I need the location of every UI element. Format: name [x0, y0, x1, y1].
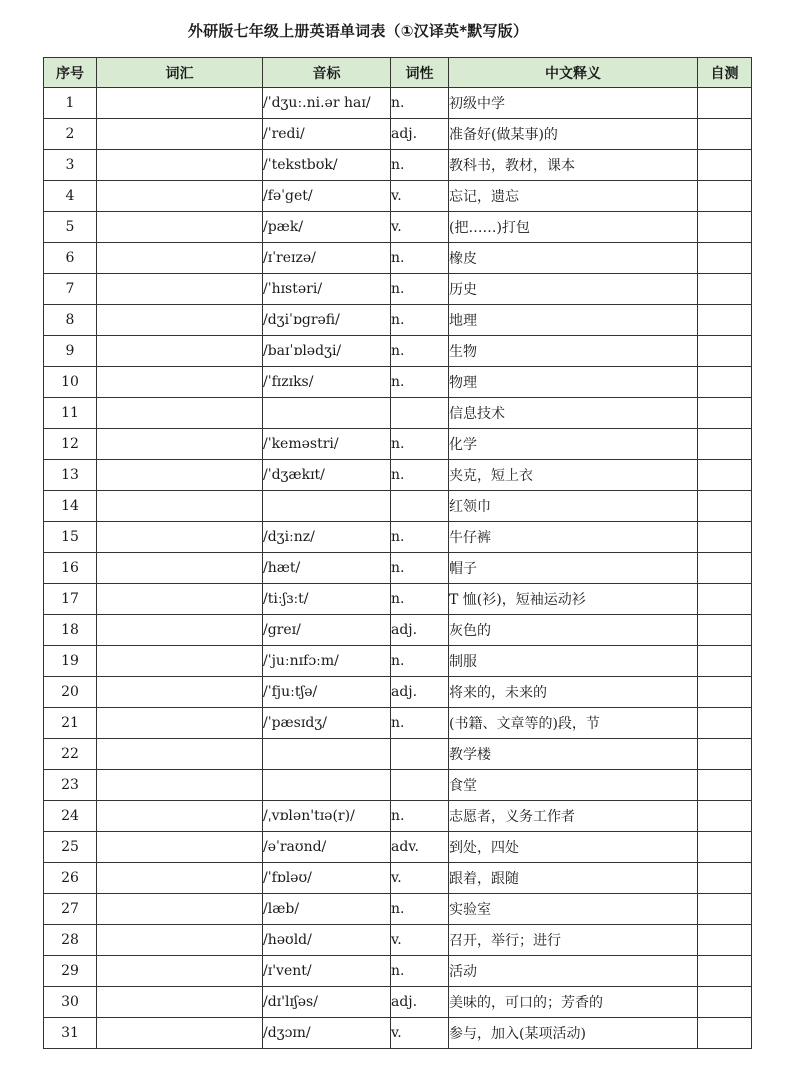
- chinese-meaning-cell: 帽子: [449, 553, 698, 584]
- chinese-meaning-cell: 活动: [449, 956, 698, 987]
- table-row: [44, 274, 752, 305]
- table-row: [44, 584, 752, 615]
- chinese-meaning-cell: 地理: [449, 305, 698, 336]
- word-answer-cell[interactable]: [97, 646, 263, 677]
- row-number: 10: [44, 367, 97, 398]
- row-number: 19: [44, 646, 97, 677]
- word-answer-cell[interactable]: [97, 398, 263, 429]
- chinese-meaning-cell: 制服: [449, 646, 698, 677]
- self-test-cell[interactable]: [698, 739, 752, 770]
- chinese-meaning-cell: 生物: [449, 336, 698, 367]
- table-row: [44, 925, 752, 956]
- self-test-cell[interactable]: [698, 460, 752, 491]
- self-test-cell[interactable]: [698, 305, 752, 336]
- phonetic-cell: /ˈhɪstəri/: [263, 274, 391, 305]
- row-number: 22: [44, 739, 97, 770]
- row-number: 24: [44, 801, 97, 832]
- row-number: 27: [44, 894, 97, 925]
- chinese-meaning-cell: 初级中学: [449, 88, 698, 119]
- part-of-speech-cell: n.: [391, 460, 449, 491]
- self-test-cell[interactable]: [698, 88, 752, 119]
- row-number: 4: [44, 181, 97, 212]
- row-number: 15: [44, 522, 97, 553]
- table-row: [44, 646, 752, 677]
- row-number: 11: [44, 398, 97, 429]
- self-test-cell[interactable]: [698, 367, 752, 398]
- part-of-speech-cell: adj.: [391, 987, 449, 1018]
- word-answer-cell[interactable]: [97, 677, 263, 708]
- chinese-meaning-cell: 灰色的: [449, 615, 698, 646]
- chinese-meaning-cell: T 恤(衫)，短袖运动衫: [449, 584, 698, 615]
- chinese-meaning-cell: 夹克，短上衣: [449, 460, 698, 491]
- part-of-speech-cell: [391, 739, 449, 770]
- phonetic-cell: /ɪˈreɪzə/: [263, 243, 391, 274]
- word-answer-cell[interactable]: [97, 553, 263, 584]
- part-of-speech-cell: n.: [391, 553, 449, 584]
- part-of-speech-cell: n.: [391, 243, 449, 274]
- self-test-cell[interactable]: [698, 677, 752, 708]
- part-of-speech-cell: n.: [391, 367, 449, 398]
- row-number: 18: [44, 615, 97, 646]
- part-of-speech-cell: v.: [391, 863, 449, 894]
- part-of-speech-cell: v.: [391, 1018, 449, 1049]
- part-of-speech-cell: adv.: [391, 832, 449, 863]
- self-test-cell[interactable]: [698, 925, 752, 956]
- phonetic-cell: /dʒiˈɒgrəfi/: [263, 305, 391, 336]
- row-number: 1: [44, 88, 97, 119]
- part-of-speech-cell: v.: [391, 181, 449, 212]
- page-title: 外研版七年级上册英语单词表（①汉译英*默写版）: [187, 22, 529, 40]
- self-test-cell[interactable]: [698, 832, 752, 863]
- header-number: 序号: [44, 58, 97, 88]
- header-part-of-speech: 词性: [391, 58, 449, 88]
- word-answer-cell[interactable]: [97, 987, 263, 1018]
- row-number: 26: [44, 863, 97, 894]
- phonetic-cell: /tiːʃɜːt/: [263, 584, 391, 615]
- table-row: [44, 677, 752, 708]
- row-number: 9: [44, 336, 97, 367]
- part-of-speech-cell: n.: [391, 88, 449, 119]
- phonetic-cell: /ˈkeməstri/: [263, 429, 391, 460]
- table-row: [44, 460, 752, 491]
- word-answer-cell[interactable]: [97, 150, 263, 181]
- row-number: 17: [44, 584, 97, 615]
- part-of-speech-cell: n.: [391, 336, 449, 367]
- header-phonetic: 音标: [263, 58, 391, 88]
- phonetic-cell: /ˈpæsɪdʒ/: [263, 708, 391, 739]
- chinese-meaning-cell: (把……)打包: [449, 212, 698, 243]
- chinese-meaning-cell: 教学楼: [449, 739, 698, 770]
- word-answer-cell[interactable]: [97, 615, 263, 646]
- self-test-cell[interactable]: [698, 553, 752, 584]
- row-number: 21: [44, 708, 97, 739]
- self-test-cell[interactable]: [698, 801, 752, 832]
- part-of-speech-cell: n.: [391, 894, 449, 925]
- self-test-cell[interactable]: [698, 522, 752, 553]
- chinese-meaning-cell: 召开，举行；进行: [449, 925, 698, 956]
- self-test-cell[interactable]: [698, 181, 752, 212]
- table-row: [44, 429, 752, 460]
- table-row: [44, 398, 752, 429]
- phonetic-cell: /həʊld/: [263, 925, 391, 956]
- chinese-meaning-cell: 食堂: [449, 770, 698, 801]
- word-answer-cell[interactable]: [97, 119, 263, 150]
- part-of-speech-cell: n.: [391, 646, 449, 677]
- chinese-meaning-cell: 物理: [449, 367, 698, 398]
- part-of-speech-cell: n.: [391, 522, 449, 553]
- phonetic-cell: /əˈraʊnd/: [263, 832, 391, 863]
- phonetic-cell: /ˈtekstbʊk/: [263, 150, 391, 181]
- self-test-cell[interactable]: [698, 243, 752, 274]
- word-answer-cell[interactable]: [97, 801, 263, 832]
- phonetic-cell: /ˈredi/: [263, 119, 391, 150]
- part-of-speech-cell: adj.: [391, 119, 449, 150]
- phonetic-cell: /ˈfɒləʊ/: [263, 863, 391, 894]
- vocabulary-table: [43, 57, 752, 1049]
- part-of-speech-cell: n.: [391, 956, 449, 987]
- phonetic-cell: /greɪ/: [263, 615, 391, 646]
- word-answer-cell[interactable]: [97, 274, 263, 305]
- phonetic-cell: /baɪˈɒlədʒi/: [263, 336, 391, 367]
- chinese-meaning-cell: 美味的，可口的；芳香的: [449, 987, 698, 1018]
- chinese-meaning-cell: 到处，四处: [449, 832, 698, 863]
- part-of-speech-cell: n.: [391, 429, 449, 460]
- part-of-speech-cell: [391, 770, 449, 801]
- self-test-cell[interactable]: [698, 615, 752, 646]
- table-row: [44, 1018, 752, 1049]
- self-test-cell[interactable]: [698, 987, 752, 1018]
- header-self-test: 自测: [698, 58, 752, 88]
- row-number: 13: [44, 460, 97, 491]
- row-number: 25: [44, 832, 97, 863]
- word-answer-cell[interactable]: [97, 212, 263, 243]
- word-answer-cell[interactable]: [97, 429, 263, 460]
- row-number: 16: [44, 553, 97, 584]
- row-number: 30: [44, 987, 97, 1018]
- table-row: [44, 956, 752, 987]
- table-row: [44, 336, 752, 367]
- chinese-meaning-cell: (书籍、文章等的)段，节: [449, 708, 698, 739]
- word-answer-cell[interactable]: [97, 1018, 263, 1049]
- table-row: [44, 832, 752, 863]
- word-answer-cell[interactable]: [97, 894, 263, 925]
- table-row: [44, 367, 752, 398]
- table-row: [44, 491, 752, 522]
- self-test-cell[interactable]: [698, 1018, 752, 1049]
- self-test-cell[interactable]: [698, 398, 752, 429]
- phonetic-cell: /dʒiːnz/: [263, 522, 391, 553]
- table-row: [44, 88, 752, 119]
- table-row: [44, 181, 752, 212]
- word-answer-cell[interactable]: [97, 491, 263, 522]
- table-header-row: [44, 58, 752, 88]
- table-row: [44, 863, 752, 894]
- part-of-speech-cell: adj.: [391, 677, 449, 708]
- word-answer-cell[interactable]: [97, 770, 263, 801]
- chinese-meaning-cell: 历史: [449, 274, 698, 305]
- self-test-cell[interactable]: [698, 336, 752, 367]
- chinese-meaning-cell: 教科书，教材，课本: [449, 150, 698, 181]
- part-of-speech-cell: n.: [391, 150, 449, 181]
- chinese-meaning-cell: 信息技术: [449, 398, 698, 429]
- word-answer-cell[interactable]: [97, 925, 263, 956]
- table-row: [44, 615, 752, 646]
- table-row: [44, 553, 752, 584]
- word-answer-cell[interactable]: [97, 832, 263, 863]
- word-answer-cell[interactable]: [97, 522, 263, 553]
- self-test-cell[interactable]: [698, 863, 752, 894]
- table-row: [44, 243, 752, 274]
- word-answer-cell[interactable]: [97, 956, 263, 987]
- word-answer-cell[interactable]: [97, 305, 263, 336]
- part-of-speech-cell: n.: [391, 801, 449, 832]
- word-answer-cell[interactable]: [97, 863, 263, 894]
- table-row: [44, 150, 752, 181]
- phonetic-cell: /dɪ'lɪʃəs/: [263, 987, 391, 1018]
- row-number: 5: [44, 212, 97, 243]
- chinese-meaning-cell: 忘记，遗忘: [449, 181, 698, 212]
- phonetic-cell: [263, 398, 391, 429]
- phonetic-cell: /ˈfɪzɪks/: [263, 367, 391, 398]
- chinese-meaning-cell: 红领巾: [449, 491, 698, 522]
- phonetic-cell: /ˈjuːnɪfɔːm/: [263, 646, 391, 677]
- phonetic-cell: /ˈdʒækɪt/: [263, 460, 391, 491]
- part-of-speech-cell: n.: [391, 708, 449, 739]
- header-word: 词汇: [97, 58, 263, 88]
- self-test-cell[interactable]: [698, 956, 752, 987]
- self-test-cell[interactable]: [698, 274, 752, 305]
- self-test-cell[interactable]: [698, 119, 752, 150]
- chinese-meaning-cell: 参与，加入(某项活动): [449, 1018, 698, 1049]
- table-row: [44, 119, 752, 150]
- row-number: 8: [44, 305, 97, 336]
- self-test-cell[interactable]: [698, 491, 752, 522]
- phonetic-cell: [263, 739, 391, 770]
- part-of-speech-cell: n.: [391, 305, 449, 336]
- word-answer-cell[interactable]: [97, 243, 263, 274]
- phonetic-cell: /pæk/: [263, 212, 391, 243]
- table-row: [44, 894, 752, 925]
- self-test-cell[interactable]: [698, 429, 752, 460]
- chinese-meaning-cell: 橡皮: [449, 243, 698, 274]
- phonetic-cell: /læb/: [263, 894, 391, 925]
- word-answer-cell[interactable]: [97, 88, 263, 119]
- table-row: [44, 522, 752, 553]
- self-test-cell[interactable]: [698, 150, 752, 181]
- self-test-cell[interactable]: [698, 708, 752, 739]
- part-of-speech-cell: n.: [391, 584, 449, 615]
- self-test-cell[interactable]: [698, 770, 752, 801]
- word-answer-cell[interactable]: [97, 460, 263, 491]
- word-answer-cell[interactable]: [97, 708, 263, 739]
- word-answer-cell[interactable]: [97, 739, 263, 770]
- chinese-meaning-cell: 牛仔裤: [449, 522, 698, 553]
- row-number: 23: [44, 770, 97, 801]
- table-row: [44, 987, 752, 1018]
- chinese-meaning-cell: 将来的，未来的: [449, 677, 698, 708]
- row-number: 3: [44, 150, 97, 181]
- row-number: 7: [44, 274, 97, 305]
- phonetic-cell: /ˌvɒlən'tɪə(r)/: [263, 801, 391, 832]
- table-row: [44, 708, 752, 739]
- part-of-speech-cell: v.: [391, 212, 449, 243]
- part-of-speech-cell: [391, 491, 449, 522]
- row-number: 14: [44, 491, 97, 522]
- row-number: 6: [44, 243, 97, 274]
- row-number: 29: [44, 956, 97, 987]
- row-number: 28: [44, 925, 97, 956]
- word-answer-cell[interactable]: [97, 336, 263, 367]
- phonetic-cell: /ˈfjuːtʃə/: [263, 677, 391, 708]
- chinese-meaning-cell: 实验室: [449, 894, 698, 925]
- phonetic-cell: /ˈdʒuː.ni.ər haɪ/: [263, 88, 391, 119]
- word-answer-cell[interactable]: [97, 584, 263, 615]
- table-row: [44, 770, 752, 801]
- phonetic-cell: /ɪ'vent/: [263, 956, 391, 987]
- word-answer-cell[interactable]: [97, 181, 263, 212]
- table-row: [44, 739, 752, 770]
- table-row: [44, 305, 752, 336]
- self-test-cell[interactable]: [698, 894, 752, 925]
- phonetic-cell: [263, 491, 391, 522]
- chinese-meaning-cell: 志愿者，义务工作者: [449, 801, 698, 832]
- table-row: [44, 212, 752, 243]
- row-number: 31: [44, 1018, 97, 1049]
- self-test-cell[interactable]: [698, 212, 752, 243]
- part-of-speech-cell: adj.: [391, 615, 449, 646]
- word-answer-cell[interactable]: [97, 367, 263, 398]
- part-of-speech-cell: v.: [391, 925, 449, 956]
- chinese-meaning-cell: 化学: [449, 429, 698, 460]
- row-number: 12: [44, 429, 97, 460]
- phonetic-cell: [263, 770, 391, 801]
- self-test-cell[interactable]: [698, 584, 752, 615]
- row-number: 20: [44, 677, 97, 708]
- part-of-speech-cell: n.: [391, 274, 449, 305]
- row-number: 2: [44, 119, 97, 150]
- self-test-cell[interactable]: [698, 646, 752, 677]
- chinese-meaning-cell: 跟着，跟随: [449, 863, 698, 894]
- table-row: [44, 801, 752, 832]
- part-of-speech-cell: [391, 398, 449, 429]
- header-chinese-meaning: 中文释义: [449, 58, 698, 88]
- chinese-meaning-cell: 准备好(做某事)的: [449, 119, 698, 150]
- phonetic-cell: /dʒɔɪn/: [263, 1018, 391, 1049]
- phonetic-cell: /fəˈget/: [263, 181, 391, 212]
- phonetic-cell: /hæt/: [263, 553, 391, 584]
